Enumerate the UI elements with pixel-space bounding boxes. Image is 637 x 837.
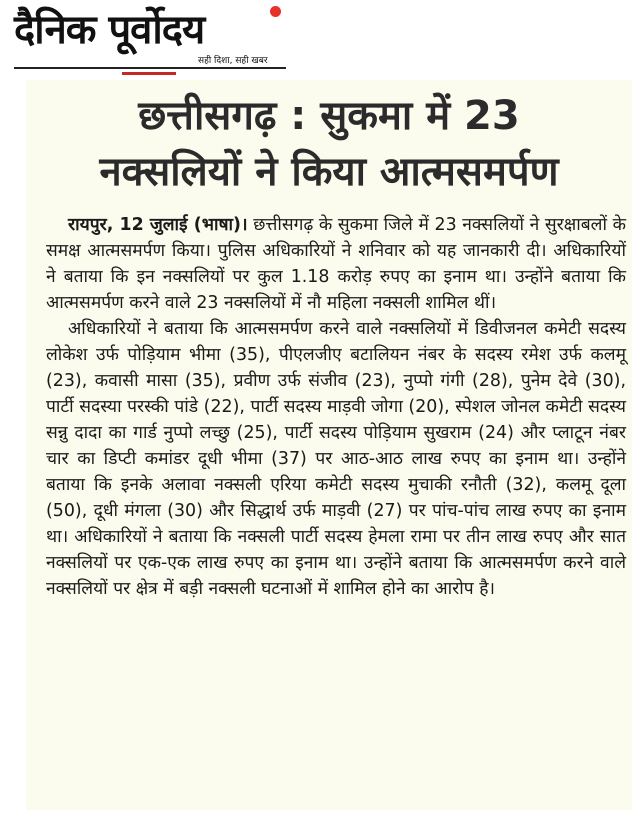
news-article [26, 80, 632, 810]
article-body [46, 212, 626, 602]
newspaper-masthead [0, 0, 637, 80]
logo-dot-icon [270, 6, 281, 17]
headline-line-1: छत्तीसगढ़ : सुकमा में 23 [138, 93, 520, 139]
dateline: रायपुर, 12 जुलाई (भाषा)। [68, 215, 248, 235]
paragraph-1 [46, 212, 626, 316]
headline-line-2: नक्सलियों ने किया आत्मसमर्पण [99, 149, 559, 195]
logo-underline [14, 67, 286, 69]
newspaper-logo: दैनिक पूर्वोदय [14, 7, 205, 53]
paragraph-1-text: छत्तीसगढ़ के सुकमा जिले में 23 नक्सलियों ने सुरक्षाबलों के समक्ष आत्मसमर्पण किया। पुलिस अधिकारियों ने शनिवार को यह जानकारी दी। अधिकारियों ने बताया कि इन नक्सलियों पर कुल 1.18 करोड़ रुपए का इनाम था। उन्होंने बताया कि आत्मसमर्पण करने वाले 23 नक्सलियों में नौ महिला नक्सली शामिल थीं। [46, 215, 626, 313]
paragraph-2: अधिकारियों ने बताया कि आत्मसमर्पण करने वाले नक्सलियों में डिवीजनल कमेटी सदस्य लोकेश उर्फ पोड़ियाम भीमा (35), पीएलजीए बटालियन नंबर के सदस्य रमेश उर्फ कलमू (23), कवासी मासा (35), प्रवीण उर्फ संजीव (23), नुप्पो गंगी (28), पुनेम देवे (30), पार्टी सदस्या परस्की पांडे (22), पार्टी सदस्य माड़वी जोगा (20), स्पेशल जोनल कमेटी सदस्य सन्नु दादा का गार्ड नुप्पो लच्छु (25), पार्टी सदस्य पोड़ियाम सुखराम (24) और प्लाटून नंबर चार का डिप्टी कमांडर दूधी भीमा (37) पर आठ-आठ लाख रुपए का इनाम था। उन्होंने बताया कि इनके अलावा नक्सली एरिया कमेटी सदस्य मुचाकी रनौती (32), कलमू दूला (50), दूधी मंगला (30) और सिद्धार्थ उर्फ माड़वी (27) पर पांच-पांच लाख रुपए का इनाम था। अधिकारियों ने बताया कि नक्सली पार्टी सदस्य हेमला रामा पर तीन लाख रुपए और सात नक्सलियों पर एक-एक लाख रुपए का इनाम था। उन्होंने बताया कि आत्मसमर्पण करने वाले नक्सलियों पर क्षेत्र में बड़ी नक्सली घटनाओं में शामिल होने का आरोप है। [46, 319, 626, 599]
logo-subline [122, 72, 176, 75]
logo-tagline: सही दिशा, सही खबर [198, 56, 268, 66]
